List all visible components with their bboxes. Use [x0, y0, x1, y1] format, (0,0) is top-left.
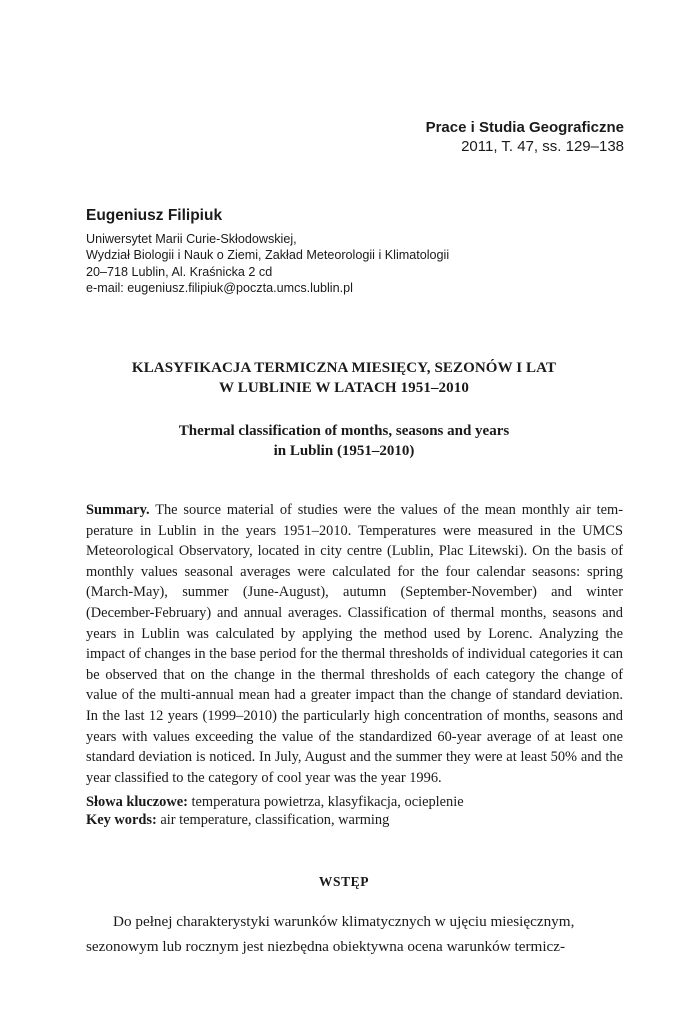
title-english-line: Thermal classification of months, seasons and years: [178, 423, 510, 439]
intro-line: sezonowym lub rocznym jest niezbędna obiektywna ocena warunków termicz-: [86, 938, 566, 955]
affiliation-line: Uniwersytet Marii Curie-Skłodowskiej,: [86, 232, 297, 246]
keywords-polish: [86, 793, 464, 811]
journal-name: Prace i Studia Geograficzne: [425, 119, 624, 136]
author-email: e-mail: eugeniusz.filipiuk@poczta.umcs.lublin.pl: [86, 280, 353, 295]
intro-paragraph: [86, 909, 623, 959]
keywords-polish-label: Słowa kluczowe:: [86, 794, 188, 810]
title-polish: [0, 358, 688, 398]
affiliation-line: Wydział Biologii i Nauk o Ziemi, Zakład Meteorologii i Klimatologii: [86, 248, 450, 263]
summary-label: Summary.: [86, 502, 150, 518]
title-english-line: in Lublin (1951–2010): [273, 443, 415, 459]
journal-header: [426, 118, 624, 156]
summary-paragraph: [86, 500, 623, 788]
keywords-english-text: air temperature, classification, warming: [160, 812, 390, 828]
title-polish-line: KLASYFIKACJA TERMICZNA MIESIĘCY, SEZONÓW I LAT: [131, 360, 557, 376]
keywords-english: [86, 811, 464, 829]
journal-volume-info: 2011, T. 47, ss. 129–138: [461, 138, 624, 155]
title-polish-line: W LUBLINIE W LATACH 1951–2010: [219, 380, 469, 396]
author-block: [86, 205, 449, 296]
keywords-block: [86, 793, 464, 829]
affiliation-line: 20–718 Lublin, Al. Kraśnicka 2 cd: [86, 264, 273, 279]
keywords-english-label: Key words:: [86, 812, 157, 828]
intro-line: Do pełnej charakterystyki warunków klimatycznych w ujęciu miesięcznym,: [113, 913, 575, 930]
summary-text: The source material of studies were the values of the mean monthly air temperature in Lublin in the years 1951–2010. Temperatures were measured in the UMCS Meteorological Observatory, located in city centre (Lublin, Plac Litewski). On the basis of monthly values seasonal averages were calculated for the four calendar seasons: spring (March-May), summer (June-August), autumn (September-November) and winter (December-February) and annual averages. Classification of thermal months, seasons and years in Lublin was calculated by applying the method used by Lorenc. Analyzing the impact of changes in the base period for the thermal thresholds of individual categories it can be observed that on the change in the thermal thresholds of each category the change of value of the multi-annual mean had a greater impact than the change of standard deviation. In the last 12 years (1999–2010) the particularly high concentration of months, seasons and years with values exceeding the value of the standardized 60-year average of at least one standard deviation is noticed. In July, August and the summer they were at least 50% and the year classified to the category of cool year was the year 1996.: [86, 502, 623, 786]
author-name: Eugeniusz Filipiuk: [86, 207, 223, 224]
section-heading: WSTĘP: [318, 874, 370, 889]
keywords-polish-text: temperatura powietrza, klasyfikacja, ocieplenie: [191, 794, 464, 810]
title-english: [0, 421, 688, 461]
